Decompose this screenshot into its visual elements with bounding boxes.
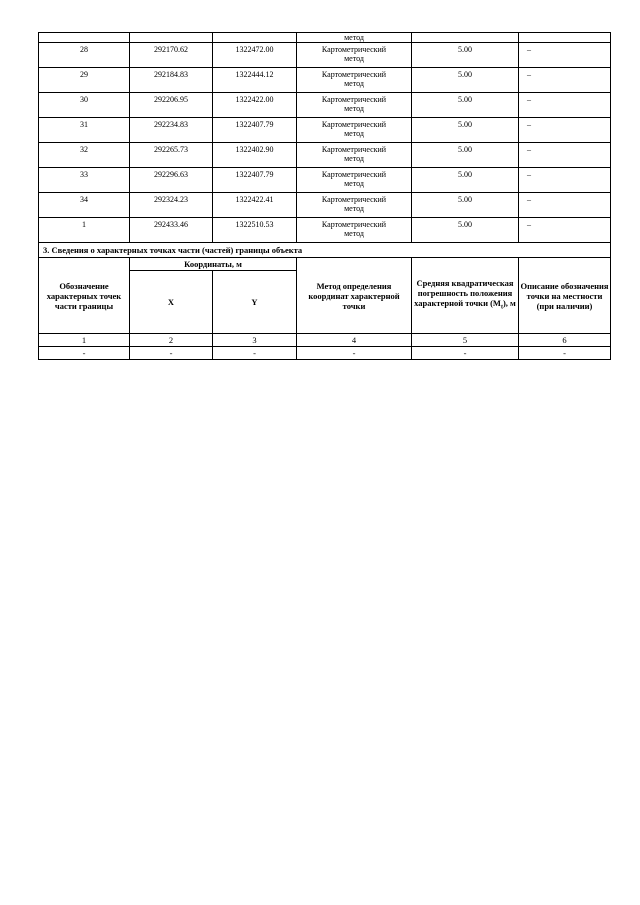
x-coordinate-cell: 292324.23 <box>130 193 213 218</box>
x-coordinate-cell: 292296.63 <box>130 168 213 193</box>
description-cell: – <box>519 68 611 93</box>
point-number-cell: 29 <box>39 68 130 93</box>
description-header: Описание обозначения точки на местности (при наличии) <box>519 258 611 334</box>
y-coordinate-cell: 1322407.79 <box>213 118 297 143</box>
point-number-cell: 28 <box>39 43 130 68</box>
x-coordinate-cell: 292170.62 <box>130 43 213 68</box>
section-title: 3. Сведения о характерных точках части (частей) границы объекта <box>39 243 611 258</box>
x-coordinate-cell: 292433.46 <box>130 218 213 243</box>
column-number: 3 <box>213 334 297 347</box>
table-row <box>39 193 611 218</box>
boundary-points-table <box>38 32 611 243</box>
point-number-cell: 30 <box>39 93 130 118</box>
header-row <box>39 258 611 271</box>
method-line: метод <box>344 204 364 213</box>
method-line: Картометрический <box>321 220 387 229</box>
y-coordinate-cell: 1322472.00 <box>213 43 297 68</box>
point-number-cell: 31 <box>39 118 130 143</box>
description-cell: – <box>519 93 611 118</box>
method-line: Картометрический <box>321 195 387 204</box>
y-coordinate-cell: 1322422.00 <box>213 93 297 118</box>
empty-cell: - <box>519 347 611 360</box>
method-line: метод <box>344 154 364 163</box>
method-line: метод <box>344 129 364 138</box>
y-header: Y <box>213 271 297 334</box>
method-line: метод <box>344 229 364 238</box>
empty-cell: - <box>213 347 297 360</box>
column-number: 5 <box>412 334 519 347</box>
empty-cell: - <box>39 347 130 360</box>
error-cell: 5.00 <box>412 93 519 118</box>
x-header: X <box>130 271 213 334</box>
empty-cell: - <box>297 347 412 360</box>
x-coordinate-cell: 292234.83 <box>130 118 213 143</box>
method-cell <box>297 93 412 118</box>
description-cell: – <box>519 168 611 193</box>
y-coordinate-cell: 1322422.41 <box>213 193 297 218</box>
point-number-cell: 1 <box>39 218 130 243</box>
table-row <box>39 143 611 168</box>
method-line: метод <box>344 179 364 188</box>
column-number: 2 <box>130 334 213 347</box>
point-number-cell: 32 <box>39 143 130 168</box>
y-coordinate-cell: 1322444.12 <box>213 68 297 93</box>
method-line: Картометрический <box>321 170 387 179</box>
column-numbers-row <box>39 334 611 347</box>
empty-cell: - <box>412 347 519 360</box>
method-line: Картометрический <box>321 95 387 104</box>
method-cell <box>297 43 412 68</box>
x-coordinate-cell: 292206.95 <box>130 93 213 118</box>
method-cell <box>297 143 412 168</box>
method-cell <box>297 68 412 93</box>
method-line: Картометрический <box>321 145 387 154</box>
table-row <box>39 168 611 193</box>
description-cell: – <box>519 143 611 168</box>
error-cell: 5.00 <box>412 118 519 143</box>
x-coordinate-cell: 292184.83 <box>130 68 213 93</box>
empty-cell: - <box>130 347 213 360</box>
error-cell: 5.00 <box>412 218 519 243</box>
error-cell: 5.00 <box>412 43 519 68</box>
table-row <box>39 68 611 93</box>
document-sheet <box>38 32 610 360</box>
section-title-row <box>39 243 611 258</box>
description-cell: – <box>519 193 611 218</box>
method-cell: метод <box>297 33 412 43</box>
column-number: 1 <box>39 334 130 347</box>
description-cell: – <box>519 43 611 68</box>
y-coordinate-cell: 1322510.53 <box>213 218 297 243</box>
empty-data-row <box>39 347 611 360</box>
description-cell: – <box>519 218 611 243</box>
method-line: Картометрический <box>321 120 387 129</box>
error-header: Средняя квадратическая погрешность положения характерной точки $(M_t)$, м <box>412 258 519 334</box>
error-cell: 5.00 <box>412 193 519 218</box>
method-cell <box>297 118 412 143</box>
table-row <box>39 33 611 43</box>
section3-table <box>38 243 611 360</box>
y-coordinate-cell: 1322402.90 <box>213 143 297 168</box>
method-line: метод <box>344 104 364 113</box>
error-cell: 5.00 <box>412 143 519 168</box>
method-cell <box>297 168 412 193</box>
method-cell <box>297 218 412 243</box>
x-coordinate-cell: 292265.73 <box>130 143 213 168</box>
method-line: метод <box>344 54 364 63</box>
method-line: Картометрический <box>321 70 387 79</box>
error-cell: 5.00 <box>412 68 519 93</box>
error-cell: 5.00 <box>412 168 519 193</box>
y-coordinate-cell: 1322407.79 <box>213 168 297 193</box>
designation-header: Обозначение характерных точек части границы <box>39 258 130 334</box>
method-line: Картометрический <box>321 45 387 54</box>
coordinates-header: Координаты, м <box>130 258 297 271</box>
point-number-cell: 34 <box>39 193 130 218</box>
table-row <box>39 43 611 68</box>
description-cell: – <box>519 118 611 143</box>
method-cell <box>297 193 412 218</box>
point-number-cell: 33 <box>39 168 130 193</box>
method-line: метод <box>344 79 364 88</box>
table-row <box>39 93 611 118</box>
method-header: Метод определения координат характерной точки <box>297 258 412 334</box>
table-row <box>39 218 611 243</box>
column-number: 4 <box>297 334 412 347</box>
table-row <box>39 118 611 143</box>
column-number: 6 <box>519 334 611 347</box>
